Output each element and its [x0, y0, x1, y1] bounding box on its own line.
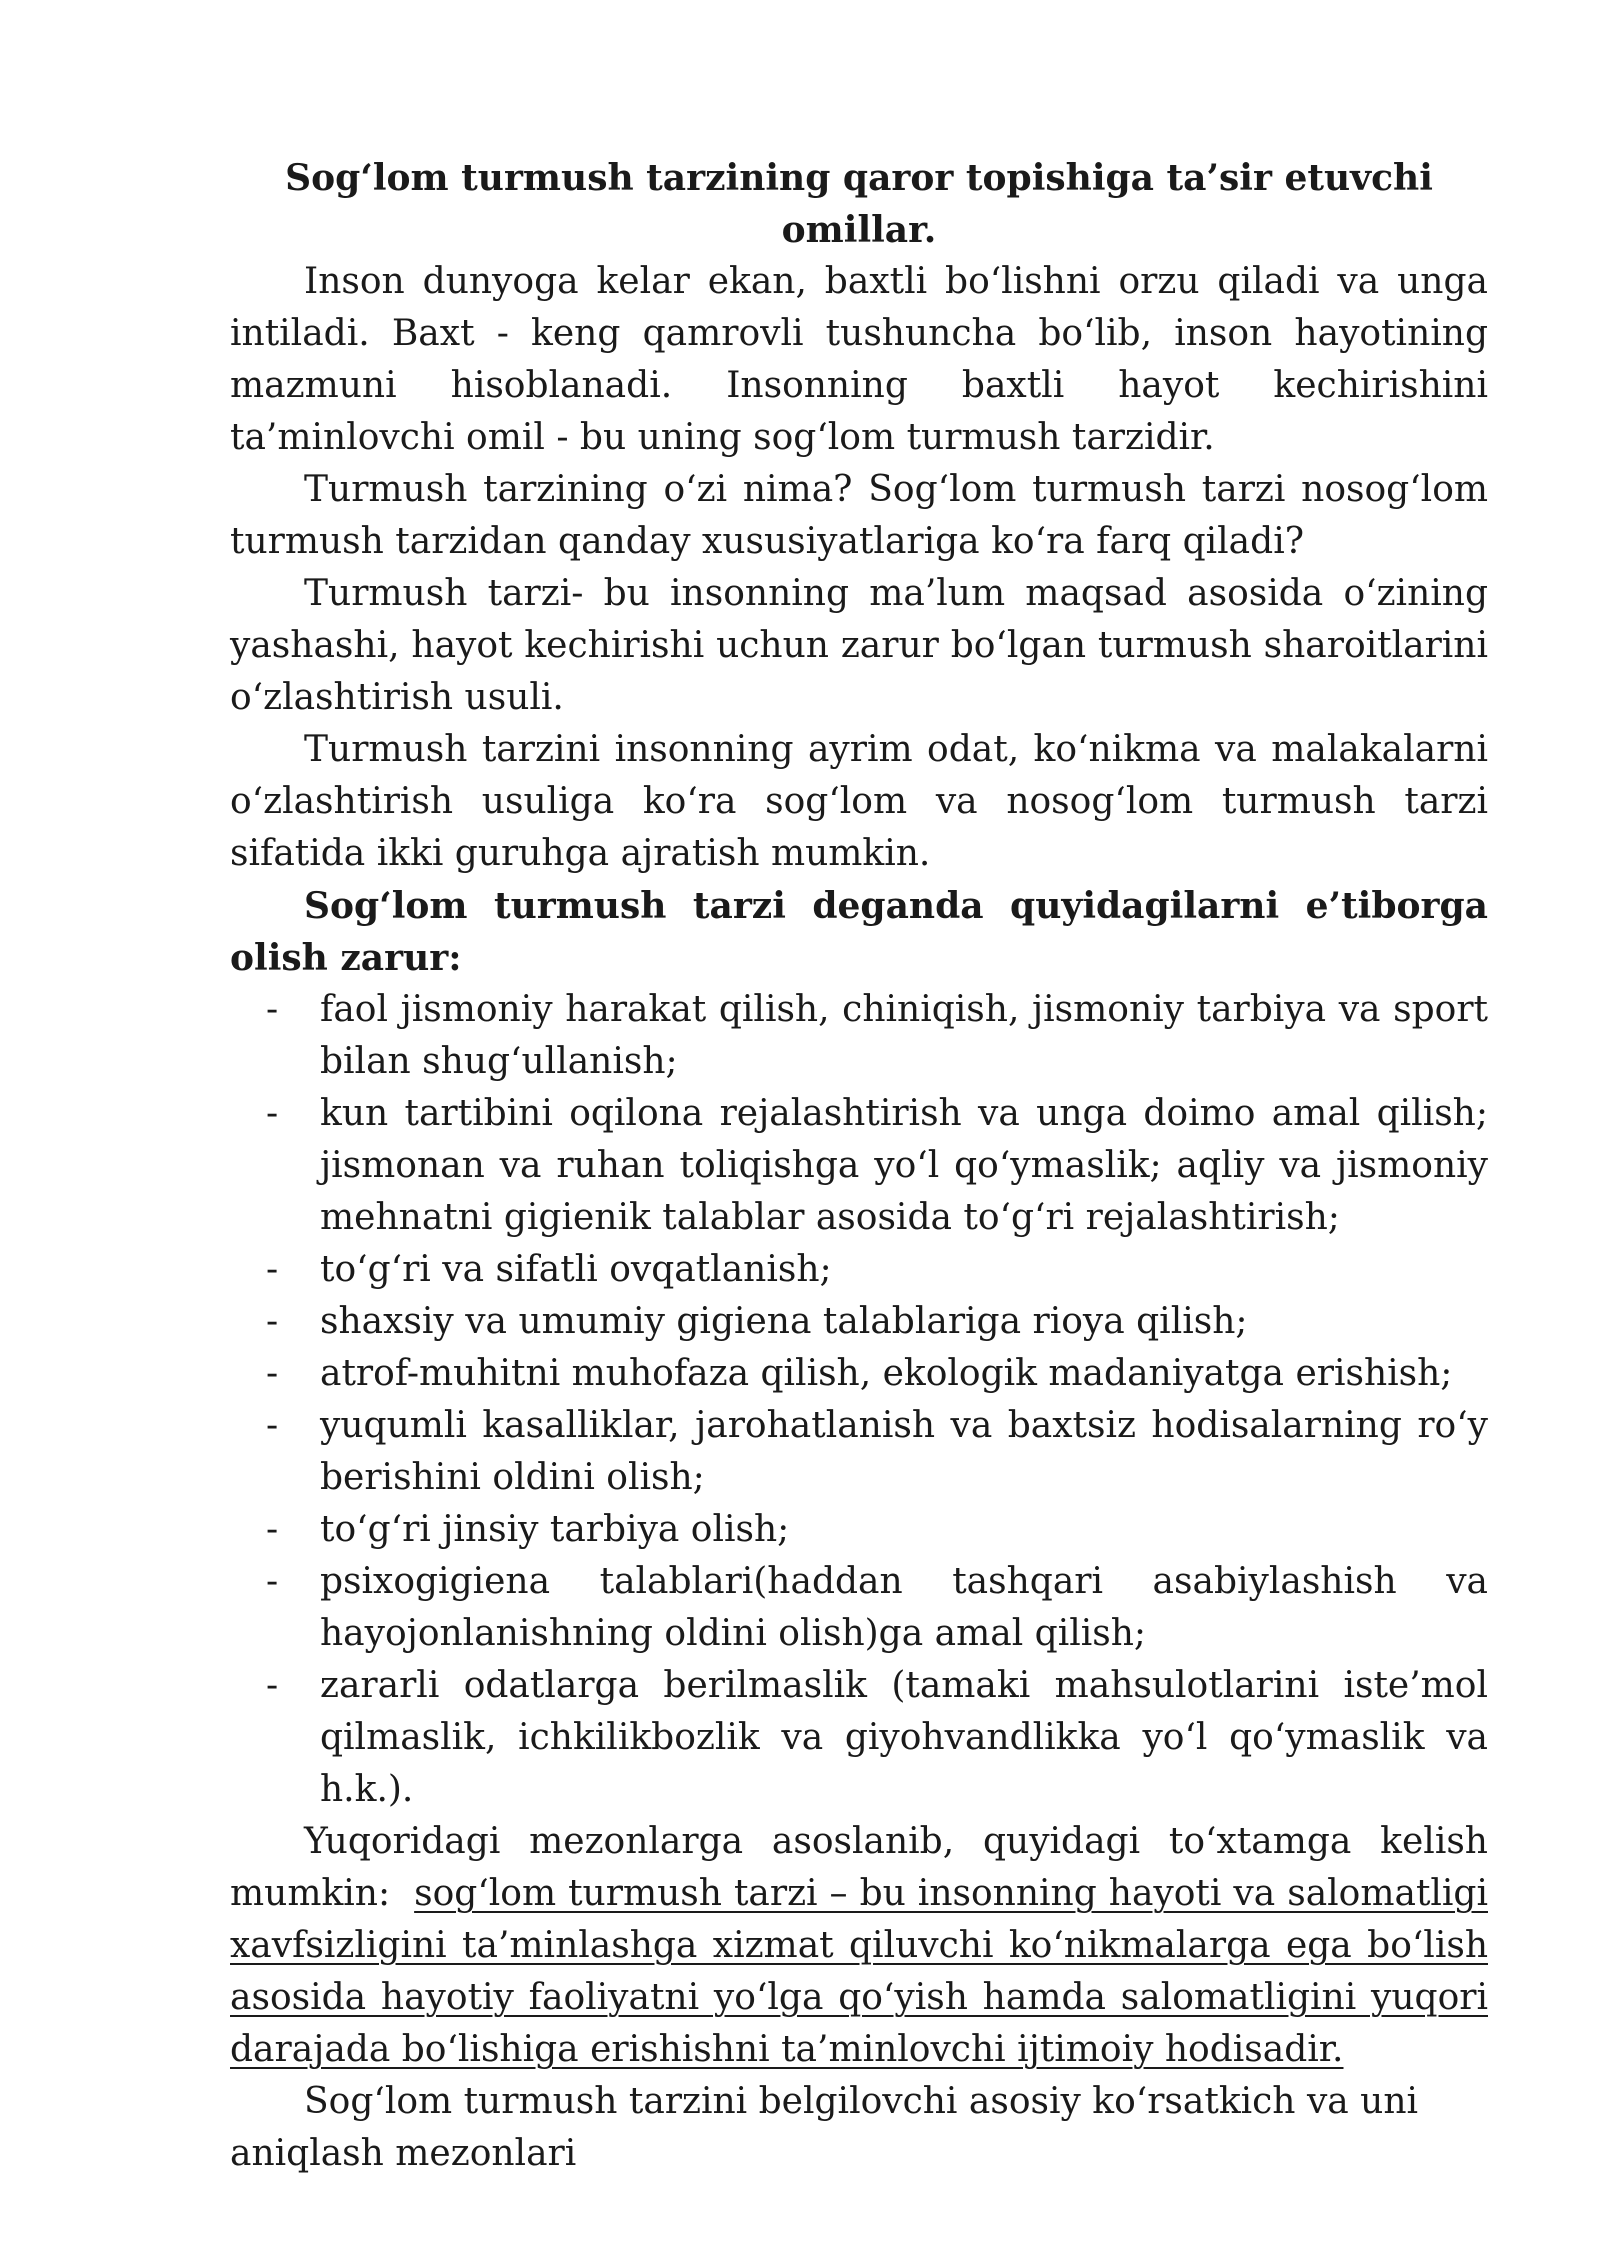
list-item-text: psixogigiena talablari(haddan tashqari asabiylashish va hayojonlanishning oldini olish)ga amal qilish;	[320, 1561, 1488, 1654]
list-item	[230, 1556, 1488, 1660]
paragraph-intro: Inson dunyoga kelar ekan, baxtli bo‘lishni orzu qiladi va unga intiladi. Baxt - keng qamrovli tushuncha bo‘lib, inson hayotining mazmuni hisoblanadi. Insonning baxtli hayot kechirishini ta’minlovchi omil - bu uning sog‘lom turmush tarzidir.	[230, 261, 1488, 458]
list-item	[230, 984, 1488, 1088]
list-dash: -	[266, 1665, 279, 1706]
list-item	[230, 1348, 1488, 1400]
conclusion-lead: Yuqoridagi mezonlarga asoslanib, quyidagi to‘xtamga kelish mumkin:	[230, 1821, 1488, 1914]
paragraph-definition: Turmush tarzi- bu insonning ma’lum maqsad asosida o‘zining yashashi, hayot kechirishi uchun zarur bo‘lgan turmush sharoitlarini o‘zlashtirish usuli.	[230, 573, 1488, 718]
list-item	[230, 1244, 1488, 1296]
list-item-text: zararli odatlarga berilmaslik (tamaki mahsulotlarini iste’mol qilmaslik, ichkilikbozlik va giyohvandlikka yo‘l qo‘ymaslik va h.k.).	[320, 1665, 1488, 1810]
list-item-text: yuqumli kasalliklar, jarohatlanish va baxtsiz hodisalarning ro‘y berishini oldini olish;	[320, 1405, 1488, 1498]
list-item-text: to‘g‘ri jinsiy tarbiya olish;	[320, 1509, 790, 1550]
list-item-text: shaxsiy va umumiy gigiena talablariga rioya qilish;	[320, 1301, 1248, 1342]
list-dash: -	[266, 1249, 279, 1290]
document-title: Sog‘lom turmush tarzining qaror topishiga ta’sir etuvchi omillar.	[285, 157, 1433, 251]
list-dash: -	[266, 1301, 279, 1342]
list-dash: -	[266, 1509, 279, 1550]
list-item-text: to‘g‘ri va sifatli ovqatlanish;	[320, 1249, 832, 1290]
list-item-text: faol jismoniy harakat qilish, chiniqish, jismoniy tarbiya va sport bilan shug‘ullanish;	[320, 989, 1488, 1082]
paragraph-question: Turmush tarzining o‘zi nima? Sog‘lom turmush tarzi nosog‘lom turmush tarzidan qanday xususiyatlariga ko‘ra farq qiladi?	[230, 469, 1488, 562]
list-item-text: kun tartibini oqilona rejalashtirish va unga doimo amal qilish; jismonan va ruhan toliqishga yo‘l qo‘ymaslik; aqliy va jismoniy mehnatni gigienik talablar asosida to‘g‘ri rejalashtirish;	[320, 1093, 1488, 1238]
list-dash: -	[266, 989, 279, 1030]
list-item	[230, 1296, 1488, 1348]
paragraph-classification: Turmush tarzini insonning ayrim odat, ko‘nikma va malakalarni o‘zlashtirish usuliga ko‘ra sog‘lom va nosog‘lom turmush tarzi sifatida ikki guruhga ajratish mumkin.	[230, 729, 1488, 874]
paragraph-conclusion	[230, 1816, 1488, 2076]
paragraph-final: Sog‘lom turmush tarzini belgilovchi asosiy ko‘rsatkich va uni aniqlash mezonlari	[230, 2081, 1419, 2174]
list-item	[230, 1504, 1488, 1556]
list-heading: Sog‘lom turmush tarzi deganda quyidagilarni e’tiborga olish zarur:	[230, 885, 1488, 979]
list-dash: -	[266, 1405, 279, 1446]
criteria-list	[230, 984, 1488, 1816]
conclusion-definition: sog‘lom turmush tarzi – bu insonning hayoti va salomatligi xavfsizligini ta’minlashga xizmat qiluvchi ko‘nikmalarga ega bo‘lish asosida hayotiy faoliyatni yo‘lga qo‘yish hamda salomatligini yuqori darajada bo‘lishiga erishishni ta’minlovchi ijtimoiy hodisadir.	[230, 1873, 1488, 2070]
document-page	[230, 152, 1488, 2180]
list-item	[230, 1400, 1488, 1504]
list-item	[230, 1088, 1488, 1244]
list-dash: -	[266, 1093, 279, 1134]
list-item	[230, 1660, 1488, 1816]
list-item-text: atrof-muhitni muhofaza qilish, ekologik madaniyatga erishish;	[320, 1353, 1453, 1394]
list-dash: -	[266, 1353, 279, 1394]
list-dash: -	[266, 1561, 279, 1602]
